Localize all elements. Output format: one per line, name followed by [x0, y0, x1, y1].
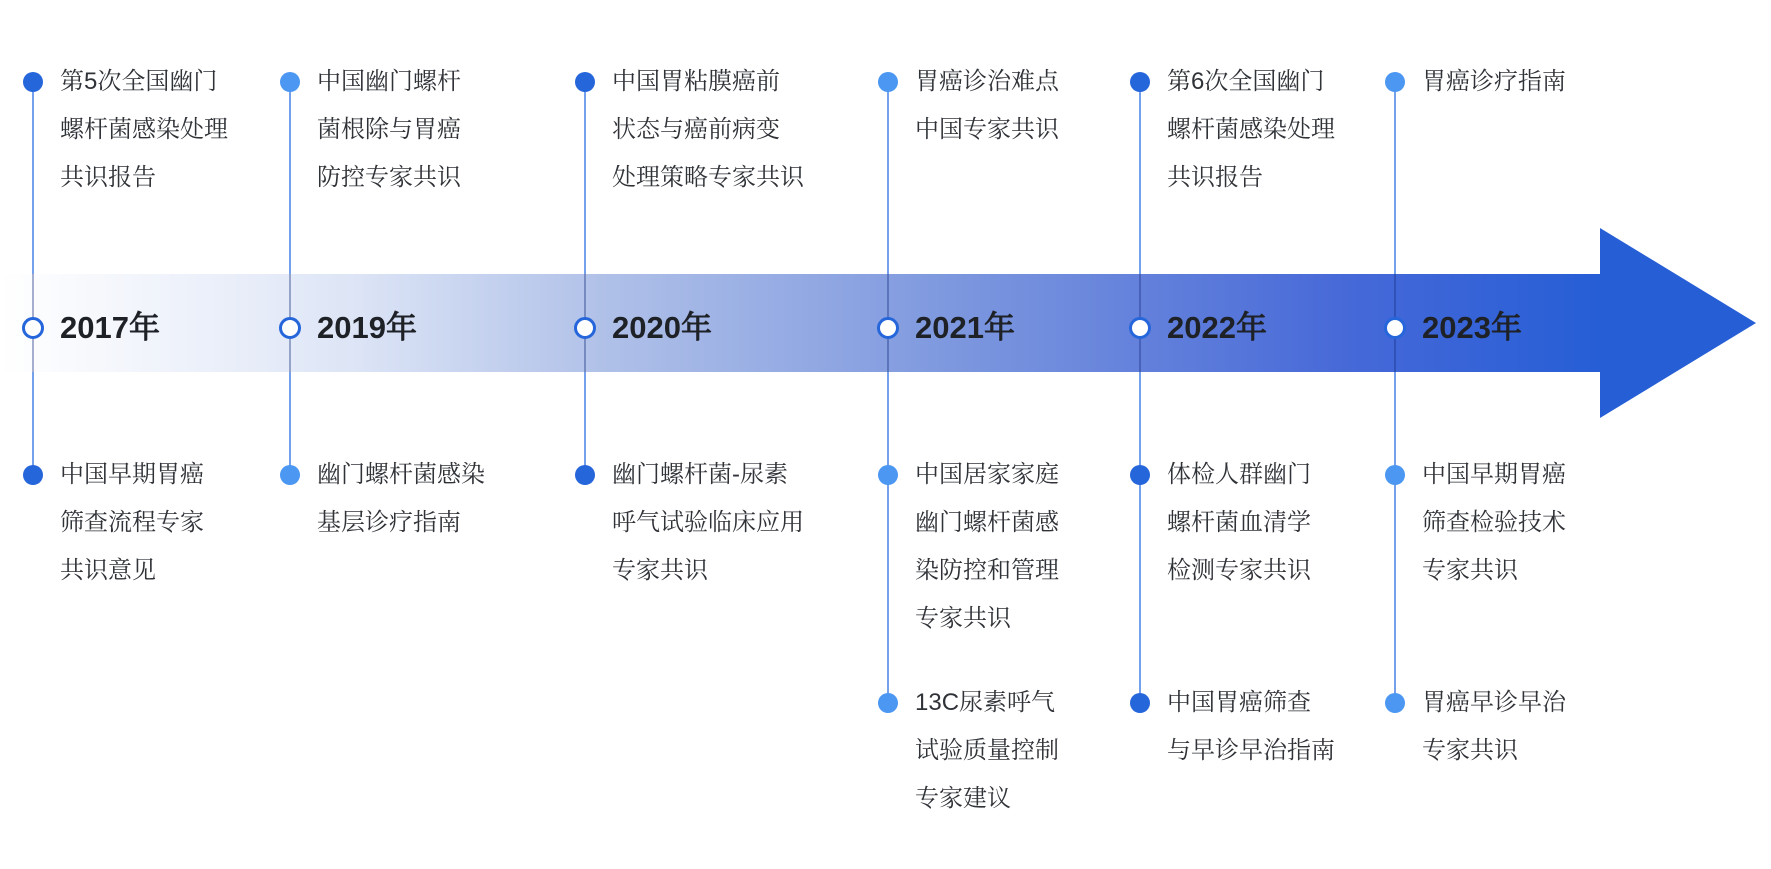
event-text — [915, 451, 1059, 643]
event-dot — [1130, 465, 1150, 485]
event-text-line: 共识报告 — [1167, 164, 1263, 191]
event-text — [1422, 58, 1566, 106]
event-text-line: 中国早期胃癌 — [1422, 461, 1566, 488]
event-text — [60, 451, 204, 595]
event-dot — [878, 693, 898, 713]
event-text-line: 幽门螺杆菌感 — [915, 509, 1059, 536]
year-marker-circle — [279, 317, 301, 339]
year-label: 2017年 — [60, 310, 160, 345]
event-dot — [23, 465, 43, 485]
event-text-line: 螺杆菌血清学 — [1167, 509, 1311, 536]
year-label: 2019年 — [317, 310, 417, 345]
event-text — [612, 58, 804, 202]
event-dot — [878, 465, 898, 485]
year-label: 2021年 — [915, 310, 1015, 345]
event-text — [1167, 679, 1335, 775]
event-dot — [575, 465, 595, 485]
event-text-line: 处理策略专家共识 — [612, 164, 804, 191]
year-marker-circle — [1384, 317, 1406, 339]
event-text-line: 呼气试验临床应用 — [612, 509, 804, 536]
event-text-line: 中国居家家庭 — [915, 461, 1059, 488]
event-text-line: 试验质量控制 — [915, 737, 1059, 764]
event-text-line: 中国胃粘膜癌前 — [612, 68, 780, 95]
connector-line — [887, 82, 889, 703]
year-marker-circle — [22, 317, 44, 339]
event-text — [317, 58, 461, 202]
event-text — [317, 451, 485, 547]
event-text-line: 状态与癌前病变 — [612, 116, 780, 143]
event-dot — [23, 72, 43, 92]
year-label: 2020年 — [612, 310, 712, 345]
event-text-line: 幽门螺杆菌-尿素 — [612, 461, 788, 488]
event-text-line: 胃癌早诊早治 — [1422, 689, 1566, 716]
event-text-line: 筛查流程专家 — [60, 509, 204, 536]
event-text — [1167, 58, 1335, 202]
event-text — [1167, 451, 1311, 595]
event-text-line: 胃癌诊疗指南 — [1422, 68, 1566, 95]
year-label: 2022年 — [1167, 310, 1267, 345]
event-text — [915, 679, 1059, 823]
timeline-arrowhead-icon — [1600, 228, 1756, 418]
event-text-line: 螺杆菌感染处理 — [1167, 116, 1335, 143]
event-text-line: 菌根除与胃癌 — [317, 116, 461, 143]
event-text-line: 中国幽门螺杆 — [317, 68, 461, 95]
event-text — [60, 58, 228, 202]
event-text — [612, 451, 804, 595]
event-dot — [280, 465, 300, 485]
event-text-line: 防控专家共识 — [317, 164, 461, 191]
event-text — [915, 58, 1059, 154]
event-text-line: 染防控和管理 — [915, 557, 1059, 584]
event-dot — [878, 72, 898, 92]
event-text-line: 筛查检验技术 — [1422, 509, 1566, 536]
event-text-line: 中国专家共识 — [915, 116, 1059, 143]
event-text-line: 螺杆菌感染处理 — [60, 116, 228, 143]
event-text-line: 共识意见 — [60, 557, 156, 584]
event-dot — [1130, 72, 1150, 92]
event-text-line: 专家建议 — [915, 785, 1011, 812]
event-dot — [1385, 693, 1405, 713]
connector-line — [1394, 82, 1396, 703]
year-marker-circle — [1129, 317, 1151, 339]
year-label: 2023年 — [1422, 310, 1522, 345]
event-text-line: 第5次全国幽门 — [60, 68, 218, 95]
event-text-line: 专家共识 — [1422, 557, 1518, 584]
event-dot — [280, 72, 300, 92]
event-text-line: 中国早期胃癌 — [60, 461, 204, 488]
event-text-line: 第6次全国幽门 — [1167, 68, 1325, 95]
event-dot — [575, 72, 595, 92]
event-text-line: 专家共识 — [612, 557, 708, 584]
year-marker-circle — [877, 317, 899, 339]
event-text-line: 专家共识 — [1422, 737, 1518, 764]
event-text — [1422, 451, 1566, 595]
event-text-line: 专家共识 — [915, 605, 1011, 632]
event-dot — [1385, 465, 1405, 485]
event-text-line: 与早诊早治指南 — [1167, 737, 1335, 764]
event-text-line: 基层诊疗指南 — [317, 509, 461, 536]
event-text-line: 13C尿素呼气 — [915, 689, 1056, 716]
event-text-line: 中国胃癌筛查 — [1167, 689, 1311, 716]
event-dot — [1385, 72, 1405, 92]
event-text-line: 共识报告 — [60, 164, 156, 191]
year-marker-circle — [574, 317, 596, 339]
timeline-arrow-shaft — [0, 274, 1600, 372]
event-text-line: 幽门螺杆菌感染 — [317, 461, 485, 488]
event-text-line: 胃癌诊治难点 — [915, 68, 1059, 95]
event-text-line: 检测专家共识 — [1167, 557, 1311, 584]
event-dot — [1130, 693, 1150, 713]
event-text-line: 体检人群幽门 — [1167, 461, 1311, 488]
event-text — [1422, 679, 1566, 775]
connector-line — [1139, 82, 1141, 703]
